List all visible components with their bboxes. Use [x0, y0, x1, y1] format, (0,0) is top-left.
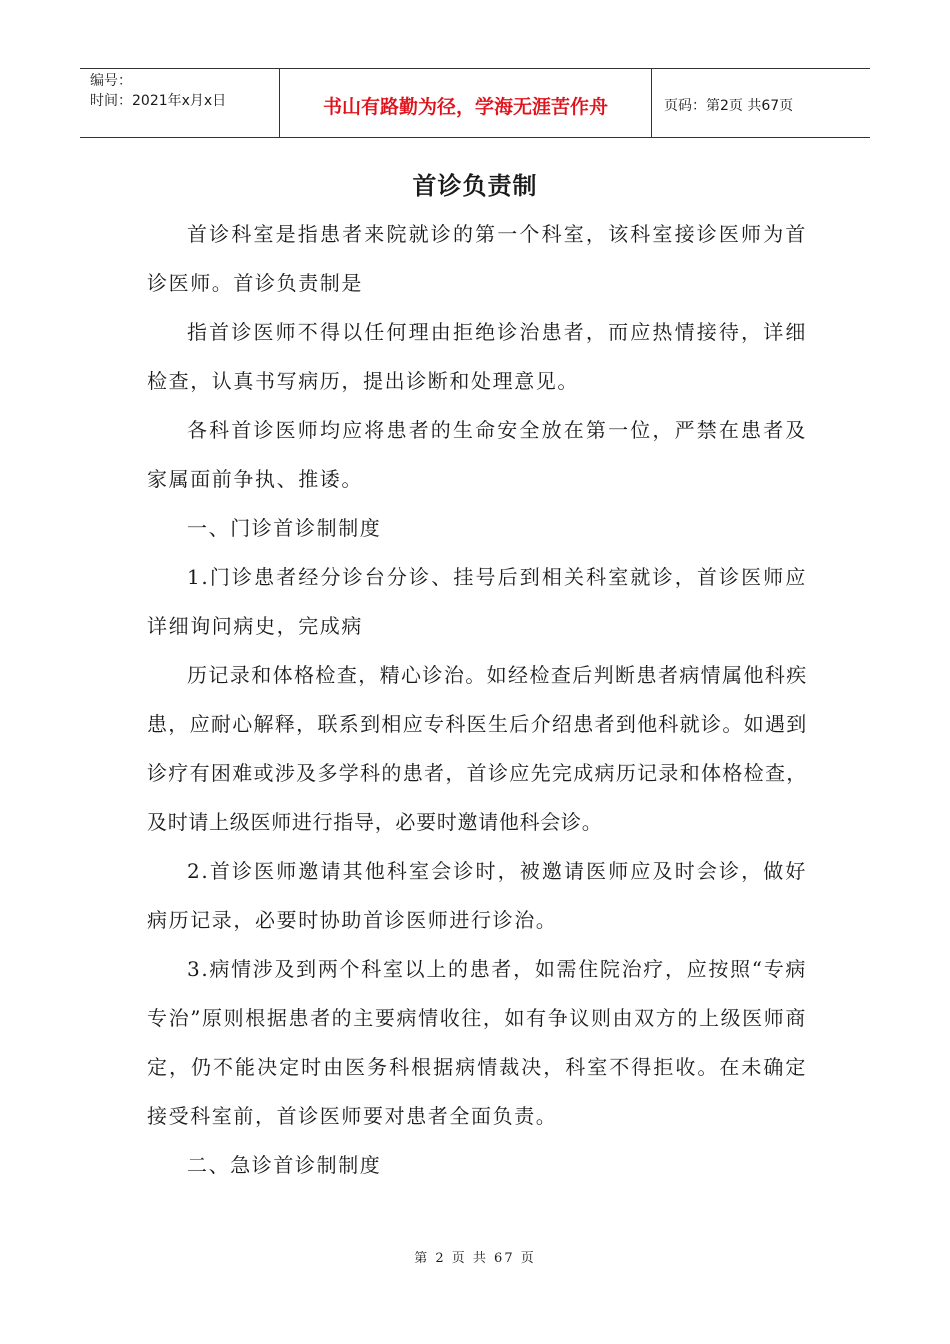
header-motto: 书山有路勤为径，学海无涯苦作舟 — [280, 69, 652, 137]
paragraph: 1.门诊患者经分诊台分诊、挂号后到相关科室就诊，首诊医师应详细询问病史，完成病 — [147, 565, 807, 638]
header-page-info: 页码：第2页 共67页 — [664, 98, 794, 114]
section-heading: 二、急诊首诊制制度 — [187, 1153, 382, 1177]
paragraph: 2.首诊医师邀请其他科室会诊时，被邀请医师应及时会诊，做好病历记录，必要时协助首诊医师进行诊治。 — [147, 859, 807, 932]
paragraph: 历记录和体格检查，精心诊治。如经检查后判断患者病情属他科疾患，应耐心解释，联系到相应专科医生后介绍患者到他科就诊。如遇到诊疗有困难或涉及多学科的患者，首诊应先完成病历记录和体格检查，及时请上级医师进行指导，必要时邀请他科会诊。 — [147, 663, 807, 834]
header-meta — [80, 69, 280, 137]
paragraph: 首诊科室是指患者来院就诊的第一个科室，该科室接诊医师为首诊医师。首诊负责制是 — [147, 222, 807, 295]
section-heading: 一、门诊首诊制制度 — [187, 516, 382, 540]
document-date: 时间：2021年x月x日 — [90, 93, 227, 109]
paragraph: 指首诊医师不得以任何理由拒绝诊治患者，而应热情接待，详细检查，认真书写病历，提出诊断和处理意见。 — [147, 320, 807, 393]
paragraph: 3.病情涉及到两个科室以上的患者，如需住院治疗，应按照“专病专治”原则根据患者的主要病情收往，如有争议则由双方的上级医师商定，仍不能决定时由医务科根据病情裁决，科室不得拒收。在未确定接受科室前，首诊医师要对患者全面负责。 — [147, 957, 807, 1128]
document-body — [147, 210, 807, 1190]
page-footer: 第 2 页 共 67 页 — [414, 1251, 536, 1266]
page-header — [80, 68, 870, 138]
document-title: 首诊负责制 — [412, 172, 538, 200]
document-number-label: 编号： — [90, 73, 132, 89]
paragraph: 各科首诊医师均应将患者的生命安全放在第一位，严禁在患者及家属面前争执、推诿。 — [147, 418, 807, 491]
